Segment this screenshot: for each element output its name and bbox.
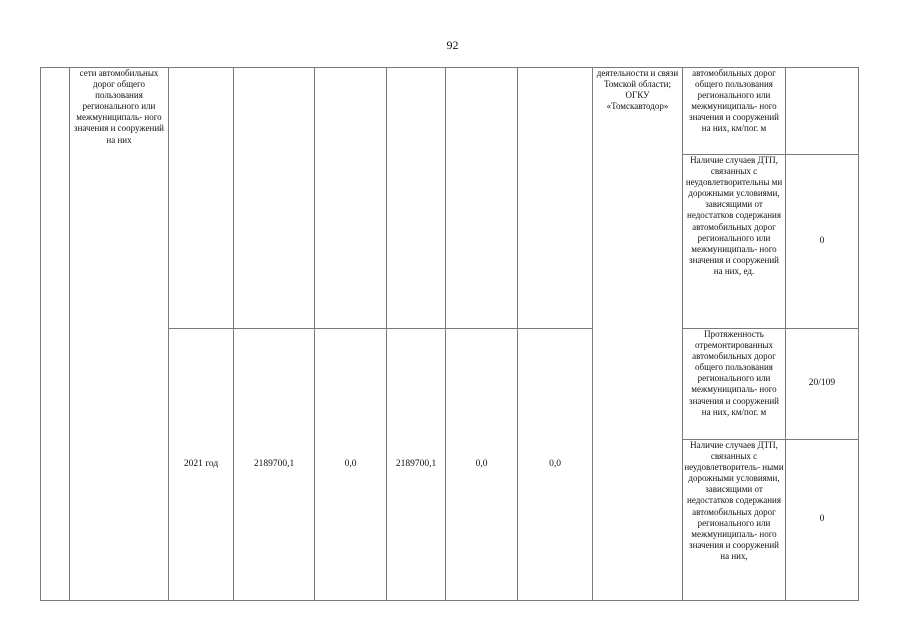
number-cell	[41, 68, 70, 601]
total-cell-upper	[234, 68, 315, 329]
federal-cell: 0,0	[315, 329, 387, 601]
indicator-text-1: автомобильных дорог общего пользования регионального или межмуниципаль- ного значения и сооружений на них, км/пог. м	[683, 68, 786, 155]
program-table-container	[40, 67, 858, 600]
activity-name-cell: сети автомобильных дорог общего пользования регионального или межмуниципаль- ного значения и сооружений на них	[70, 68, 169, 601]
regional-cell-upper	[387, 68, 446, 329]
indicator-value-2: 0	[786, 155, 859, 329]
indicator-text-4: Наличие случаев ДТП, связанных с неудовлетворитель- ными дорожными условиями, зависящими от недостатков содержания автомобильных дорог регионального или межмуниципаль- ного значения и сооружений на них,	[683, 440, 786, 601]
executor-cell: деятельности и связи Томской области; ОГКУ «Томскавтодор»	[593, 68, 683, 601]
extra-cell-upper	[518, 68, 593, 329]
page-number: 92	[446, 38, 459, 52]
program-table	[40, 67, 859, 601]
total-cell: 2189700,1	[234, 329, 315, 601]
extra-cell: 0,0	[518, 329, 593, 601]
federal-cell-upper	[315, 68, 387, 329]
local-cell: 0,0	[446, 329, 518, 601]
indicator-value-1	[786, 68, 859, 155]
period-cell-upper	[169, 68, 234, 329]
indicator-text-3: Протяженность отремонтированных автомобильных дорог общего пользования регионального или межмуниципаль- ного значения и сооружений на них, км/пог. м	[683, 329, 786, 440]
indicator-value-4: 0	[786, 440, 859, 601]
local-cell-upper	[446, 68, 518, 329]
indicator-text-2: Наличие случаев ДТП, связанных с неудовлетворительны ми дорожными условиями, зависящими от недостатков содержания автомобильных дорог регионального или межмуниципаль- ного значения и сооружений на них, ед.	[683, 155, 786, 329]
regional-cell: 2189700,1	[387, 329, 446, 601]
year-cell: 2021 год	[169, 329, 234, 601]
indicator-value-3: 20/109	[786, 329, 859, 440]
